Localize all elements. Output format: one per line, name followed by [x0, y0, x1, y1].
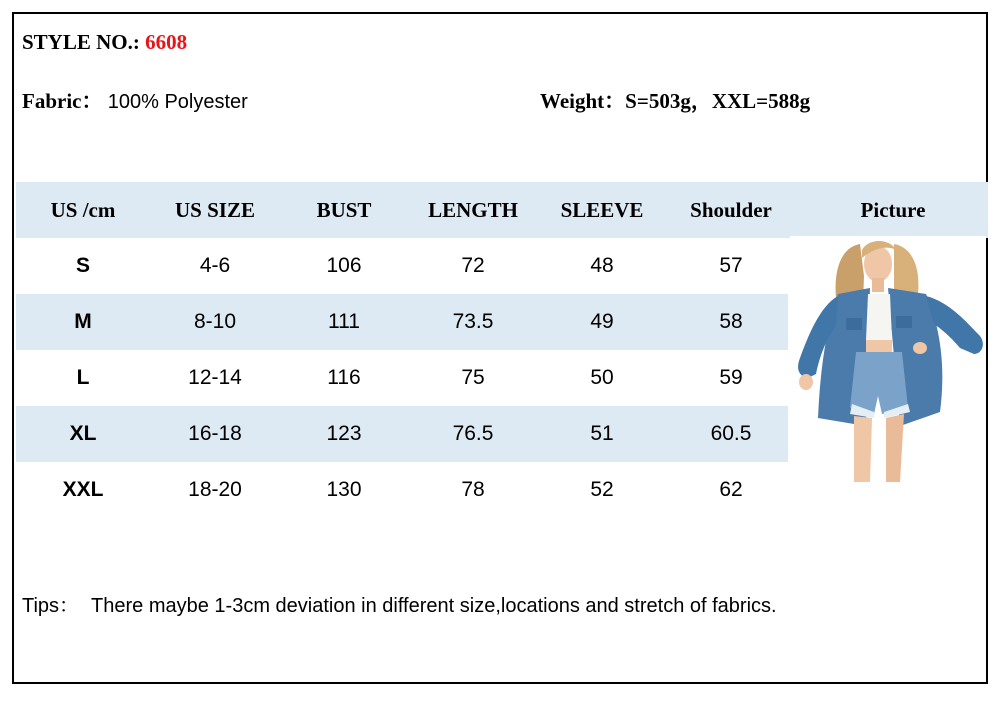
tips-line — [22, 589, 777, 618]
style-number-line — [22, 30, 187, 55]
bust-value: 116 — [327, 366, 361, 389]
tips-label: Tips： — [22, 595, 80, 617]
fabric-label: Fabric： — [22, 89, 103, 113]
fabric-line — [22, 85, 248, 115]
length-value: 73.5 — [452, 310, 494, 333]
size-label: L — [76, 366, 90, 389]
model-denim-jacket-photo-icon — [790, 236, 986, 482]
header-us-size: US SIZE — [175, 198, 255, 222]
length-value: 78 — [461, 478, 485, 501]
bust-value: 111 — [328, 310, 360, 333]
shoulder-value: 58 — [719, 310, 743, 333]
length-value: 76.5 — [452, 422, 494, 445]
bust-value: 123 — [326, 422, 362, 445]
us-size-value: 8-10 — [193, 310, 237, 333]
sleeve-value: 50 — [590, 366, 614, 389]
size-chart-card — [12, 12, 988, 684]
tips-text: There maybe 1-3cm deviation in different size,locations and stretch of fabrics. — [91, 595, 777, 617]
style-number-label: STYLE NO.: — [22, 30, 140, 54]
size-label: XXL — [62, 478, 104, 501]
sleeve-value: 48 — [590, 254, 614, 277]
header-us-cm: US /cm — [50, 198, 116, 222]
length-value: 75 — [461, 366, 485, 389]
sleeve-value: 52 — [590, 478, 614, 501]
length-value: 72 — [461, 254, 485, 277]
us-size-value: 16-18 — [188, 422, 242, 445]
shoulder-value: 57 — [719, 254, 743, 277]
table-header — [16, 182, 976, 238]
sleeve-value: 51 — [590, 422, 614, 445]
weight-line: Weight：S=503g，XXL=588g — [540, 89, 811, 113]
bust-value: 130 — [326, 478, 362, 501]
fabric-value: 100% Polyester — [107, 91, 248, 113]
shoulder-value: 59 — [719, 366, 743, 389]
header-picture: Picture — [860, 198, 926, 222]
us-size-value: 18-20 — [188, 478, 242, 501]
shoulder-value: 62 — [719, 478, 743, 501]
sleeve-value: 49 — [590, 310, 614, 333]
us-size-value: 12-14 — [188, 366, 242, 389]
header-length: LENGTH — [428, 198, 518, 222]
size-label: S — [75, 254, 90, 277]
size-label: XL — [69, 422, 97, 445]
header-sleeve: SLEEVE — [560, 198, 644, 222]
shoulder-value: 60.5 — [710, 422, 752, 445]
header-bust: BUST — [316, 198, 372, 222]
us-size-value: 4-6 — [199, 254, 231, 277]
bust-value: 106 — [326, 254, 362, 277]
size-label: M — [74, 310, 92, 333]
style-number-value: 6608 — [145, 30, 188, 54]
header-shoulder: Shoulder — [690, 198, 772, 222]
